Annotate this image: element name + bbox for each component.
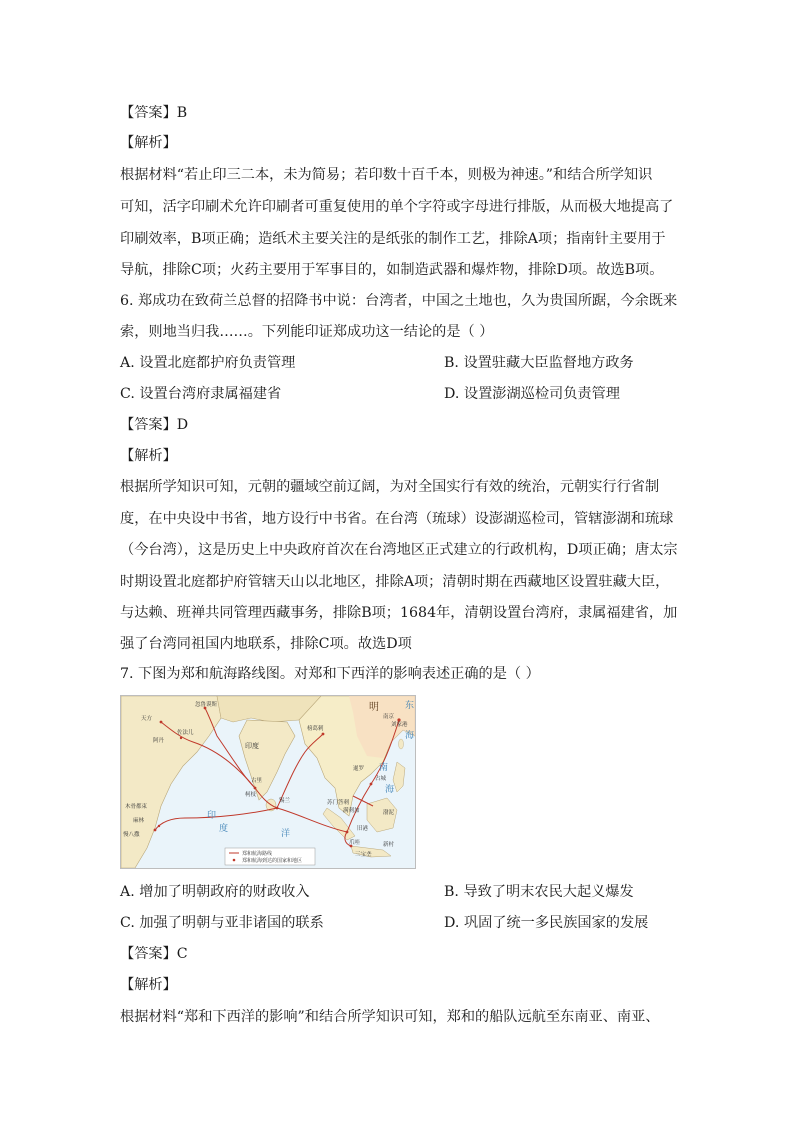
paragraph-line: （今台湾），这是历史上中央政府首次在台湾地区正式建立的行政机构，D项正确；唐太宗 [120,542,678,558]
paragraph-line: 根据材料“郑和下西洋的影响”和结合所学知识可知，郑和的船队远航至东南亚、南亚、 [120,1009,660,1025]
map-label: 南 [379,763,389,773]
map-label: 刘家港 [391,722,408,728]
paragraph-line: 导航，排除C项；火药主要用于军事目的，如制造武器和爆炸物，排除D项。故选B项。 [120,262,664,278]
map-label: 锡兰 [279,798,291,804]
map-label: 佐法儿 [177,730,194,736]
map-label: 印度 [245,742,259,750]
paragraph-line: 印刷效率，B项正确；造纸术主要关注的是纸张的制作工艺，排除A项；指南针主要用于 [120,231,666,247]
map-label: 占城 [375,776,387,782]
map-label: 洋 [281,829,291,839]
answer-label: 【答案】B [120,105,188,121]
paragraph-line: 根据材料“若止印三二本，未为简易；若印数十百千本，则极为神速。”和结合所学知识 [120,167,653,183]
map-label: 古里 [251,778,263,784]
map-legend [225,848,315,865]
map-label: 天方 [141,716,153,722]
map-label: 南京 [383,714,395,720]
question-6-text: 索，则地当归我……。下列能印证郑成功这一结论的是（ ） [120,324,494,340]
map-label: 柯枝 [245,792,257,798]
map-label: 度 [219,824,229,834]
q6-option-a: A. 设置北庭都护府负责管理 [120,355,296,371]
map-label: 东 [405,701,415,711]
q6-option-d: D. 设置澎湖巡检司负责管理 [444,386,620,402]
map-label: 旧港 [357,826,369,832]
map-label: 慢八撒 [123,832,140,838]
q6-option-c: C. 设置台湾府隶属福建省 [120,386,282,402]
q7-option-d: D. 巩固了统一多民族国家的发展 [444,915,649,931]
zheng-he-route-map [120,695,416,869]
map-label: 印 [207,811,217,821]
analysis-label: 【解析】 [120,448,177,464]
q6-option-b: B. 设置驻藏大臣监督地方政务 [444,355,634,371]
map-label: 海 [385,785,395,795]
map-label: 木骨都束 [125,804,148,810]
paragraph-line: 可知，活字印刷术允许印刷者可重复使用的单个字符或字母进行排版，从而极大地提高了 [120,199,674,215]
legend-route: 郑和航海路线 [242,851,273,857]
paragraph-line: 度，在中央设中书省，地方设行中书省。在台湾（琉球）设澎湖巡检司，管辖澎湖和琉球 [120,511,674,527]
q7-option-c: C. 加强了明朝与亚非诸国的联系 [120,915,324,931]
map-label: 阿丹 [153,738,165,744]
map-label: 三宝垄 [355,852,372,858]
map-label: 渤泥 [383,810,395,816]
q7-option-b: B. 导致了明末农民大起义爆发 [444,884,634,900]
map-label: 暹罗 [353,766,365,772]
question-7-text: 7. 下图为郑和航海路线图。对郑和下西洋的影响表述正确的是（ ） [120,666,540,682]
paragraph-line: 根据所学知识可知，元朝的疆域空前辽阔，为对全国实行有效的统治，元朝实行行省制 [120,479,660,495]
answer-label: 【答案】C [120,946,188,962]
answer-label: 【答案】D [120,417,189,433]
map-label: 麻林 [133,818,145,824]
map-label: 新村 [383,842,395,848]
analysis-label: 【解析】 [120,977,177,993]
map-label: 忽鲁谟斯 [195,702,218,708]
legend-places: 郑和航海到达的国家和地区 [242,858,303,864]
question-6-text: 6. 郑成功在致荷兰总督的招降书中说：台湾者，中国之土地也，久为贵国所踞，今余既来 [120,293,678,309]
q7-option-a: A. 增加了明朝政府的财政收入 [120,884,310,900]
map-label: 满剌加 [343,808,360,814]
map-label: 爪哇 [349,840,361,846]
map-label: 榜葛剌 [307,726,324,732]
paragraph-line: 时期设置北庭都护府管辖天山以北地区，排除A项；清朝时期在西藏地区设置驻藏大臣， [120,574,670,590]
analysis-label: 【解析】 [120,135,177,151]
map-label: 明 [369,702,379,713]
paragraph-line: 与达赖、班禅共同管理西藏事务，排除B项；1684年，清朝设置台湾府，隶属福建省，加 [120,605,678,621]
map-label: 苏门答剌 [327,800,350,806]
paragraph-line: 强了台湾同祖国内地联系，排除C项。故选D项 [120,636,412,652]
map-label: 海 [405,731,415,741]
